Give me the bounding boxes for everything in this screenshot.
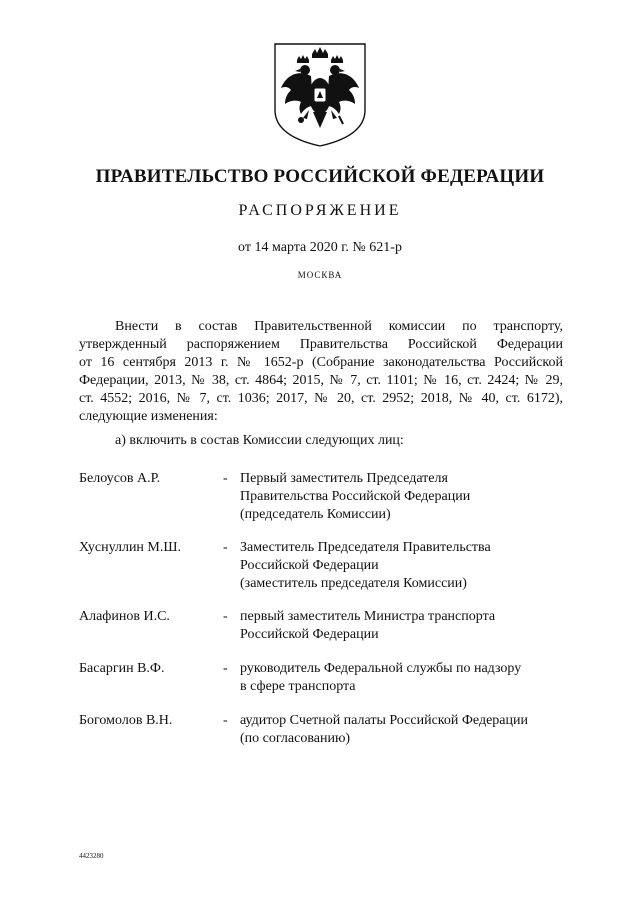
member-role-line: (заместитель председателя Комиссии) <box>240 576 467 591</box>
member-role <box>240 470 470 524</box>
member-role-line: аудитор Счетной палаты Российской Федерации <box>240 713 528 728</box>
dash-separator: - <box>223 713 228 728</box>
body-paragraph <box>79 318 563 426</box>
member-name: Белоусов А.Р. <box>79 471 161 486</box>
city-name: МОСКВА <box>297 270 343 280</box>
member-name: Басаргин В.Ф. <box>79 661 165 676</box>
member-role-line: первый заместитель Министра транспорта <box>240 609 496 624</box>
document-type: РАСПОРЯЖЕНИЕ <box>238 202 402 219</box>
body-line: утвержденный распоряжением Правительства Российской Федерации <box>79 337 563 352</box>
member-role-line: Первый заместитель Председателя <box>240 471 448 486</box>
member-role-line: (председатель Комиссии) <box>240 507 391 522</box>
government-title: ПРАВИТЕЛЬСТВО РОССИЙСКОЙ ФЕДЕРАЦИИ <box>95 166 545 187</box>
member-name: Хуснуллин М.Ш. <box>79 540 181 555</box>
body-line: Федерации, 2013, № 38, ст. 4864; 2015, № 7, ст. 1101; № 16, ст. 2424; № 29, <box>79 373 563 388</box>
dash-separator: - <box>223 471 228 486</box>
body-line: Внести в состав Правительственной комиссии по транспорту, <box>115 319 563 334</box>
body-line: от 16 сентября 2013 г. № 1652-р (Собрание законодательства Российской <box>79 355 563 370</box>
member-role-line: Российской Федерации <box>240 627 379 642</box>
member-name: Алафинов И.С. <box>79 609 170 624</box>
member-role-line: Правительства Российской Федерации <box>240 489 471 504</box>
dash-separator: - <box>223 661 228 676</box>
member-name: Богомолов В.Н. <box>79 713 173 728</box>
body-line: ст. 4552; 2016, № 7, ст. 1036; 2017, № 20, ст. 2952; 2018, № 40, ст. 6172), <box>79 391 563 406</box>
member-role <box>240 660 521 696</box>
body-line: следующие изменения: <box>79 409 218 424</box>
member-role <box>240 712 528 748</box>
document-registry-number: 4423280 <box>79 852 104 860</box>
subitem-a: а) включить в состав Комиссии следующих лиц: <box>115 433 404 448</box>
russian-coat-of-arms-icon <box>271 40 369 150</box>
document-date-number: от 14 марта 2020 г. № 621-р <box>238 240 402 255</box>
member-role-line: (по согласованию) <box>240 731 351 746</box>
dash-separator: - <box>223 609 228 624</box>
member-role <box>240 608 495 644</box>
member-role <box>240 539 491 593</box>
member-role-line: руководитель Федеральной службы по надзору <box>240 661 522 676</box>
member-role-line: в сфере транспорта <box>240 679 356 694</box>
member-role-line: Российской Федерации <box>240 558 379 573</box>
member-role-line: Заместитель Председателя Правительства <box>240 540 491 555</box>
dash-separator: - <box>223 540 228 555</box>
